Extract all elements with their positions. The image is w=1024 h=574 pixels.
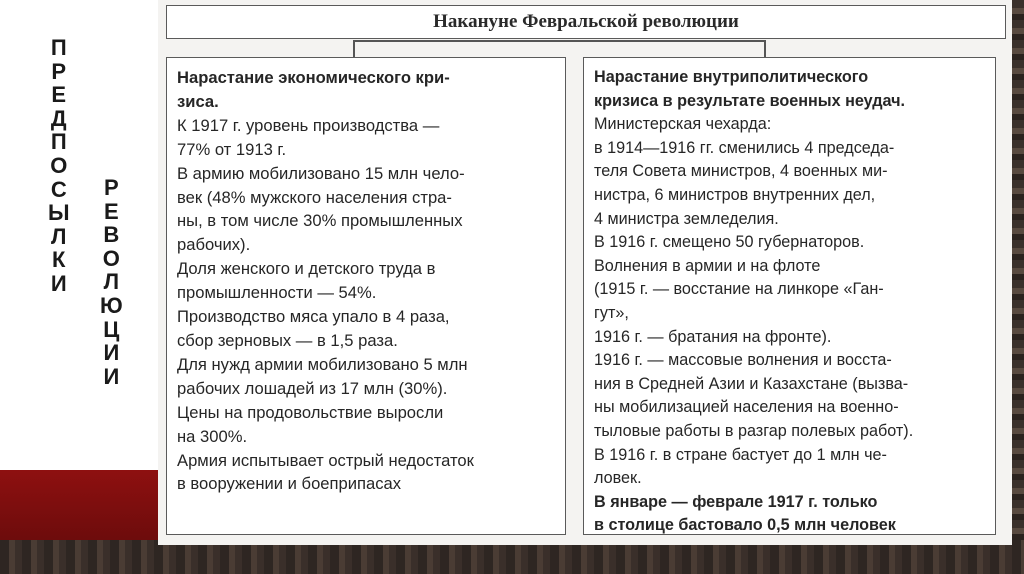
side-letter: Л <box>51 223 67 249</box>
column-text-line: ловек. <box>594 469 642 488</box>
side-letter: И <box>103 340 120 366</box>
side-letter: П <box>50 35 67 60</box>
column-heading-line: В январе — феврале 1917 г. только <box>594 492 878 511</box>
side-letter: Е <box>104 198 119 224</box>
column-text-line: рабочих). <box>177 235 251 255</box>
column-text-line: в 1914—1916 гг. сменились 4 председа- <box>594 138 895 157</box>
column-text-line: гут», <box>594 303 629 322</box>
column-text-line: ния в Средней Азии и Казахстане (вызва- <box>594 374 909 393</box>
side-letter: С <box>50 176 67 202</box>
side-word-revolution <box>100 176 123 388</box>
side-letter: Л <box>103 269 120 295</box>
column-text-line: Министерская чехарда: <box>594 115 772 134</box>
economic-crisis-column <box>166 57 566 535</box>
column-text-line: В 1916 г. в стране бастует до 1 млн че- <box>594 445 887 464</box>
side-letter: П <box>50 129 67 155</box>
side-letter: И <box>103 363 120 389</box>
side-letter: О <box>102 245 120 271</box>
side-letter: Е <box>51 82 67 108</box>
bottom-edge-texture <box>0 540 1024 574</box>
column-text-line: 1916 г. — братания на фронте). <box>594 327 832 346</box>
side-letter: Р <box>104 175 119 200</box>
column-text-line: Волнения в армии и на флоте <box>594 256 821 275</box>
column-text-line: 1916 г. — массовые волнения и восста- <box>594 351 892 370</box>
side-letter: Р <box>51 58 67 84</box>
column-text-line: в вооружении и боеприпасах <box>177 474 402 494</box>
column-text-line: рабочих лошадей из 17 млн (30%). <box>177 378 448 398</box>
column-text-line: Армия испытывает острый недостаток <box>177 450 474 470</box>
column-text-line: 77% от 1913 г. <box>177 139 287 159</box>
column-heading-line: Нарастание экономического кри- <box>177 68 450 87</box>
red-accent-bar <box>0 470 158 540</box>
column-text-line: Производство мяса упало в 4 раза, <box>177 307 450 327</box>
column-text-line: К 1917 г. уровень производства — <box>177 115 440 135</box>
side-letter: Д <box>50 105 67 131</box>
page-title: Накануне Февральской революции <box>166 5 1006 39</box>
column-heading-line: Нарастание внутриполитического <box>594 68 869 86</box>
column-heading-line: в столице бастовало 0,5 млн человек <box>594 516 896 535</box>
column-text-line: тыловые работы в разгар полевых работ). <box>594 421 914 440</box>
connector-line <box>353 40 765 42</box>
side-letter: И <box>50 270 67 296</box>
column-text-line: век (48% мужского населения стра- <box>177 187 452 207</box>
side-letter: Ю <box>100 292 123 318</box>
side-letter: К <box>52 247 66 273</box>
political-crisis-column <box>583 57 996 535</box>
column-text-line: Для нужд армии мобилизовано 5 млн <box>177 354 468 374</box>
column-text-line: В армию мобилизовано 15 млн чело- <box>177 163 465 183</box>
side-letter: В <box>103 222 120 248</box>
column-heading-line: зиса. <box>177 91 219 111</box>
column-text-line: на 300%. <box>177 426 248 446</box>
connector-line-right <box>764 40 766 58</box>
column-text-line: В 1916 г. смещено 50 губернаторов. <box>594 233 865 252</box>
side-letter: Ц <box>103 316 120 342</box>
column-text-line: (1915 г. — восстание на линкоре «Ган- <box>594 280 884 299</box>
left-white-panel <box>0 0 158 470</box>
side-letter: Ы <box>48 200 70 226</box>
column-text-line: нистра, 6 министров внутренних дел, <box>594 185 876 204</box>
table-slide <box>158 0 1012 545</box>
column-text-line: промышленности — 54%. <box>177 283 377 303</box>
column-text-line: теля Совета министров, 4 военных ми- <box>594 162 888 181</box>
column-text-line: ны мобилизацией населения на военно- <box>594 398 899 417</box>
column-heading-line: кризиса в результате военных неудач. <box>594 91 906 110</box>
column-text-line: сбор зерновых — в 1,5 раза. <box>177 330 398 350</box>
column-text-line: ны, в том числе 30% промышленных <box>177 211 463 231</box>
side-letter: О <box>50 152 68 178</box>
column-text-line: Цены на продовольствие выросли <box>177 402 444 422</box>
column-text-line: Доля женского и детского труда в <box>177 259 436 279</box>
column-text-line: 4 министра земледелия. <box>594 209 779 228</box>
side-word-prerequisites <box>48 36 70 296</box>
